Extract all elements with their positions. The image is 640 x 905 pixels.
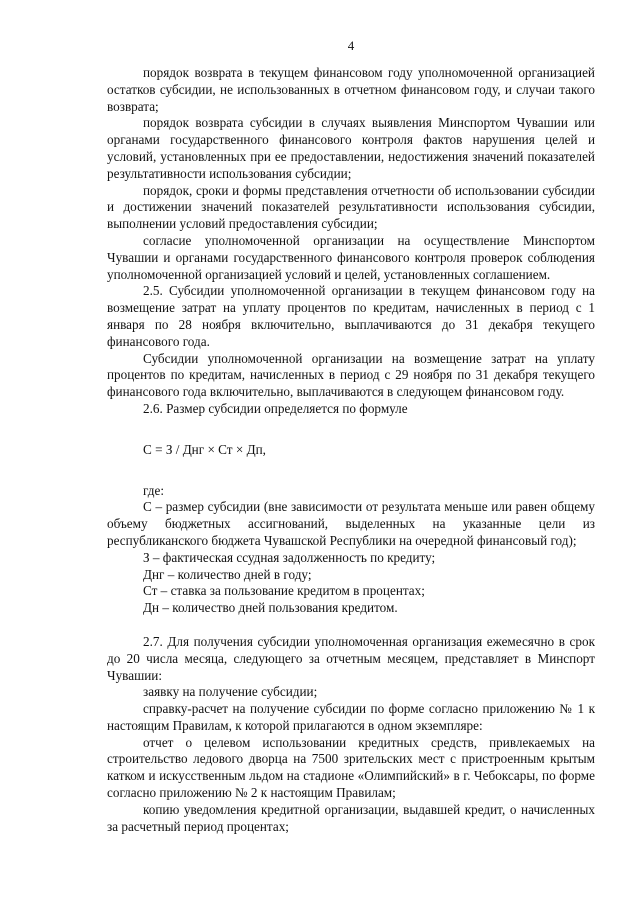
spacer bbox=[107, 459, 595, 483]
paragraph-reporting: порядок, сроки и формы представления отчетности об использовании субсидии и достижении значений показателей результативности использования субсидии, выполнении условий предоставления субсидии; bbox=[107, 182, 595, 232]
paragraph-refund-violations: порядок возврата субсидии в случаях выявления Минспортом Чувашии или органами государственного финансового контроля фактов нарушения целей и условий, установленных при ее предоставлении, недостижения значений показателей результативности использования субсидии; bbox=[107, 115, 595, 181]
spacer bbox=[107, 418, 595, 442]
list-item-notice-copy: копию уведомления кредитной организации, выдавшей кредит, о начисленных за расчетный период процентах; bbox=[107, 801, 595, 834]
paragraph-consent: согласие уполномоченной организации на осуществление Минспортом Чувашии и органами государственного финансового контроля проверок соблюдения уполномоченной организацией условий и целей, установленных соглашением. bbox=[107, 232, 595, 282]
definition-dn: Дн – количество дней пользования кредитом. bbox=[143, 600, 398, 616]
spacer bbox=[107, 617, 595, 634]
definition-dng: Днг – количество дней в году; bbox=[143, 566, 312, 582]
paragraph-2-5-continued: Субсидии уполномоченной организации на возмещение затрат на уплату процентов по кредитам, начисленных в период с 29 ноября по 31 декабря текущего финансового года включительно, выплачиваются в следующем финансовом году. bbox=[107, 350, 595, 400]
definition-z: З – фактическая ссудная задолженность по кредиту; bbox=[143, 549, 436, 565]
paragraph-refund-leftovers: порядок возврата в текущем финансовом году уполномоченной организацией остатков субсидии, не использованных в отчетном финансовом году, и случаи такого возврата; bbox=[107, 65, 595, 114]
paragraph-2-5: 2.5. Субсидии уполномоченной организации в текущем финансовом году на возмещение затрат на уплату процентов по кредитам, начисленных в период с 1 января по 28 ноября включительно, выплачиваются до 31 декабря текущего финансового года. bbox=[107, 283, 595, 349]
list-item-application: заявку на получение субсидии; bbox=[143, 684, 318, 700]
page-number: 4 bbox=[347, 38, 355, 53]
paragraph-2-6: 2.6. Размер субсидии определяется по формуле bbox=[143, 400, 408, 416]
definition-st: Ст – ставка за пользование кредитом в процентах; bbox=[143, 583, 425, 599]
where-label: где: bbox=[143, 482, 164, 498]
definition-c: С – размер субсидии (вне зависимости от результата меньше или равен общему объему бюджетных ассигнований, выделенных на указанные цели из республиканского бюджета Чувашской Республики на очередной финансовый год); bbox=[107, 499, 595, 548]
list-item-report: отчет о целевом использовании кредитных средств, привлекаемых на строительство ледового дворца на 7500 зрительских мест с пристроенным крытым катком и искусственным льдом на стадионе «Олимпийский» в г. Чебоксары, по форме согласно приложению № 2 к настоящим Правилам; bbox=[107, 734, 595, 801]
list-item-calculation: справку-расчет на получение субсидии по форме согласно приложению № 1 к настоящим Правилам, к которой прилагаются в одном экземпляре: bbox=[107, 701, 595, 733]
document-page bbox=[107, 38, 595, 835]
subsidy-formula: С = З / Днг × Ст × Дп, bbox=[143, 441, 266, 457]
paragraph-2-7: 2.7. Для получения субсидии уполномоченная организация ежемесячно в срок до 20 числа месяца, следующего за отчетным месяцем, представляет в Минспорт Чувашии: bbox=[107, 633, 595, 683]
